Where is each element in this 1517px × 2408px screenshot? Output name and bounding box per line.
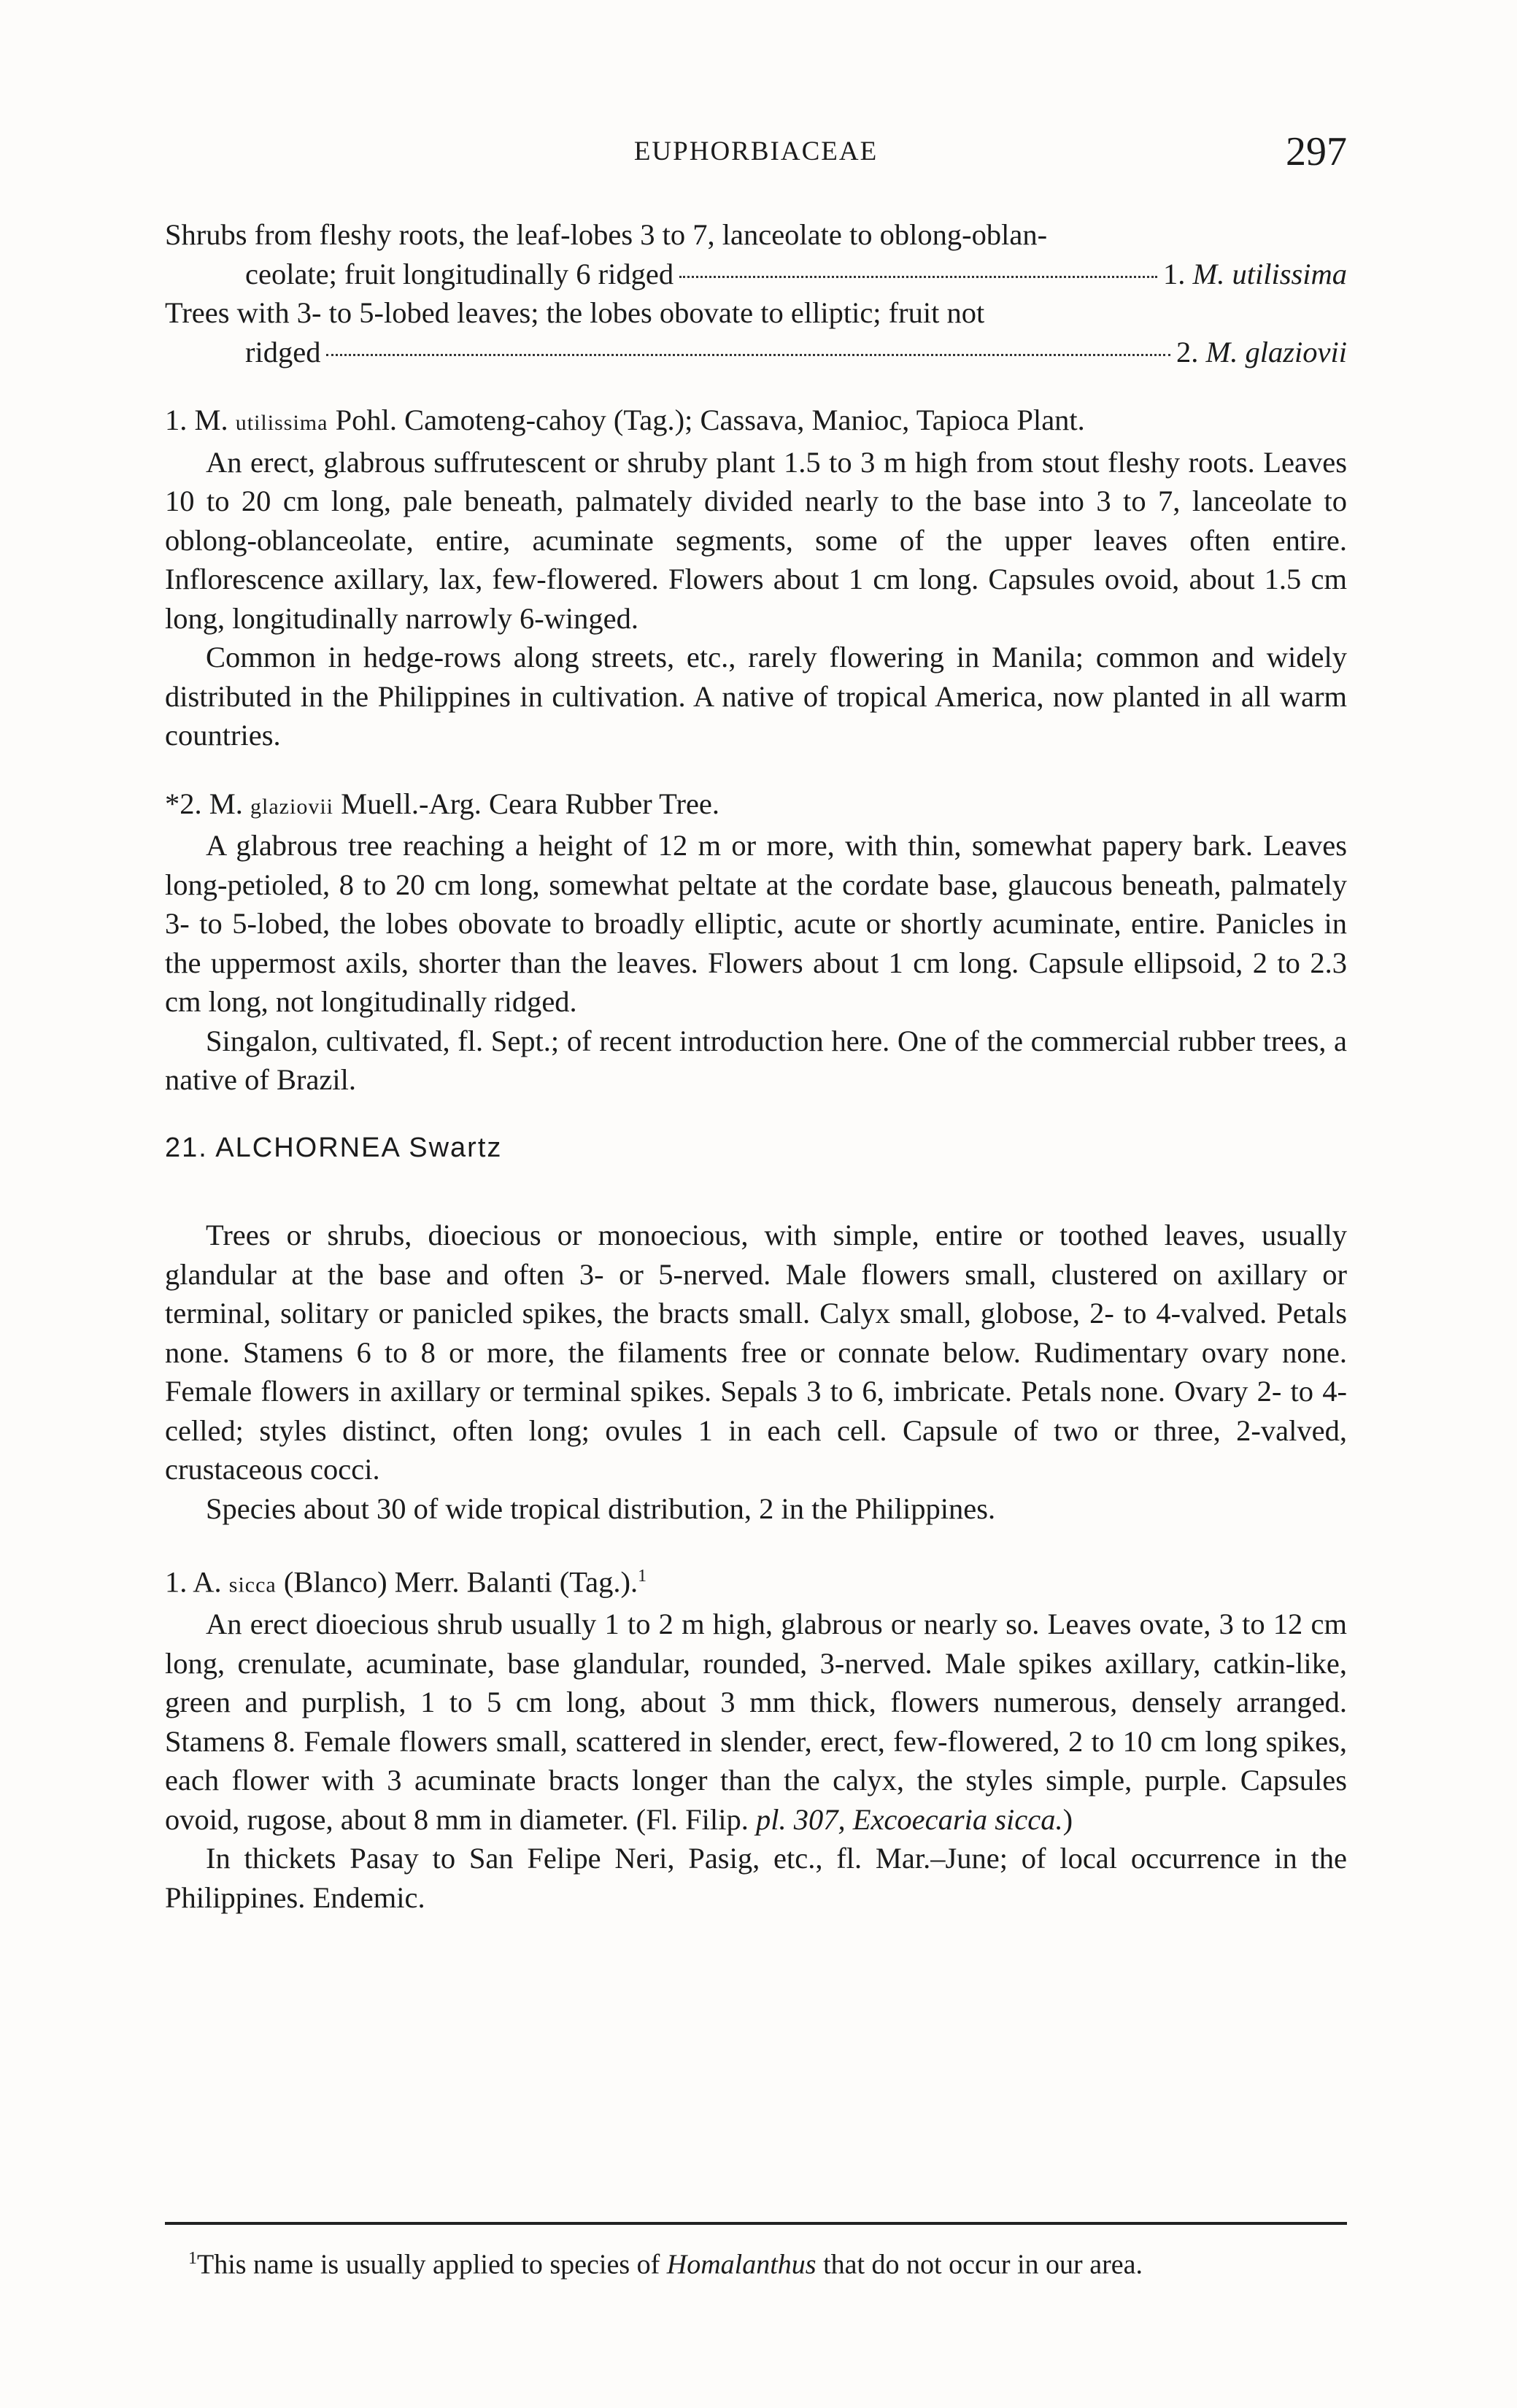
species-description: An erect, glabrous suffrutescent or shruby plant 1.5 to 3 m high from stout fleshy roots. Leaves 10 to 20 cm long, pale beneath, palmately divided nearly to the base into 3 to 7, lanceolate to oblong-oblanceolate, entire, acuminate segments, some of the upper leaves often entire. Inflorescence axillary, lax, few-flowered. Flowers about 1 cm long. Capsules ovoid, about 1.5 cm long, longitudinally narrowly 6-winged. — [165, 445, 1347, 635]
species-distribution: In thickets Pasay to San Felipe Neri, Pasig, etc., fl. Mar.–June; of local occurrence in the Philippines. Endemic. — [165, 1842, 1347, 1914]
key-lead-1a: Shrubs from fleshy roots, the leaf-lobes 3 to 7, lanceolate to oblong-oblan- — [165, 218, 1048, 251]
footnote-mark: 1 — [188, 2249, 197, 2268]
key-lead-1b-text: ceolate; fruit longitudinally 6 ridged — [245, 257, 674, 290]
species-author-common: (Blanco) Merr. Balanti (Tag.). — [283, 1565, 638, 1599]
species-heading — [165, 1557, 1347, 1605]
description-close: ) — [1062, 1802, 1073, 1836]
key-result-2-name: M. glaziovii — [1205, 335, 1347, 368]
key-result-2-num: 2. — [1176, 335, 1199, 368]
species-heading — [165, 784, 1347, 827]
key-lead-1b — [165, 255, 1347, 294]
species-distribution: Singalon, cultivated, fl. Sept.; of recent introduction here. One of the commercial rubber trees, a native of Brazil. — [165, 1024, 1347, 1096]
key-leader-dots — [326, 354, 1170, 356]
key-lead-2b-text: ridged — [245, 335, 321, 368]
species-entry-utilissima — [165, 401, 1347, 755]
species-description: A glabrous tree reaching a height of 12 m or more, with thin, somewhat papery bark. Leaves long-petioled, 8 to 20 cm long, somewhat peltate at the cordate base, glaucous beneath, palmately 3- to 5-lobed, the lobes obovate to broadly elliptic, acute or shortly acuminate, entire. Panicles in the uppermost axils, shorter than the leaves. Flowers about 1 cm long. Capsule ellipsoid, 2 to 2.3 cm long, not longitudinally ridged. — [165, 829, 1347, 1018]
footnote-text-after: that do not occur in our area. — [823, 2249, 1143, 2280]
species-heading — [165, 401, 1347, 443]
species-number: *2. M. — [165, 787, 243, 820]
species-author-common: Pohl. Camoteng-cahoy (Tag.); Cassava, Manioc, Tapioca Plant. — [335, 404, 1085, 436]
species-distribution: Common in hedge-rows along streets, etc., rarely flowering in Manila; common and widely distributed in the Philippines in cultivation. A native of tropical America, now planted in all warm countries. — [165, 641, 1347, 752]
main-text — [165, 215, 1347, 1917]
footnote-text — [165, 2240, 1347, 2283]
species-description-text: An erect dioecious shrub usually 1 to 2 m high, glabrous or nearly so. Leaves ovate, 3 to 12 cm long, crenulate, acuminate, base glandular, rounded, 3-nerved. Male spikes axillary, catkin-like, green and purplish, 1 to 5 cm long, about 3 mm thick, flowers numerous, densely arranged. Stamens 8. Female flowers small, scattered in slender, erect, few-flowered, 2 to 10 cm long spikes, each flower with 3 acuminate bracts longer than the calyx, the styles simple, purple. Capsules ovoid, rugose, about 8 mm in diameter. (Fl. Filip. — [165, 1608, 1347, 1836]
footnote-genus-name: Homalanthus — [666, 2249, 817, 2280]
footnote-reference[interactable]: 1 — [638, 1567, 647, 1586]
genus-heading: 21. ALCHORNEA Swartz — [165, 1132, 503, 1163]
page-header — [165, 129, 1347, 180]
species-description — [165, 1605, 1347, 1839]
key-leader-dots — [679, 276, 1157, 278]
species-epithet: utilissima — [235, 411, 328, 435]
key-result-1 — [1163, 255, 1347, 294]
key-lead-2a: Trees with 3- to 5-lobed leaves; the lobes obovate to elliptic; fruit not — [165, 296, 985, 329]
species-number: 1. M. — [165, 404, 228, 436]
species-author-common: Muell.-Arg. Ceara Rubber Tree. — [341, 787, 720, 820]
genus-species-count: Species about 30 of wide tropical distribution, 2 in the Philippines. — [206, 1492, 996, 1525]
footnote-rule — [165, 2222, 1347, 2225]
species-epithet: glaziovii — [250, 794, 333, 819]
running-head: EUPHORBIACEAE — [633, 136, 879, 166]
key-lead-2b — [165, 333, 1347, 372]
species-entry-glaziovii — [165, 784, 1347, 1100]
species-number: 1. A. — [165, 1565, 222, 1599]
footnote — [165, 2240, 1347, 2283]
genus-description: Trees or shrubs, dioecious or monoecious, with simple, entire or toothed leaves, usually glandular at the base and often 3- or 5-nerved. Male flowers small, clustered on axillary or terminal, solitary or panicled spikes, the bracts small. Calyx small, globose, 2- to 4-valved. Petals none. Stamens 6 to 8 or more, the filaments free or connate below. Rudimentary ovary none. Female flowers in axillary or terminal spikes. Sepals 3 to 6, imbricate. Petals none. Ovary 2- to 4-celled; styles distinct, often long; ovules 1 in each cell. Capsule of two or three, 2-valved, crustaceous cocci. — [165, 1219, 1347, 1486]
footnote-text-before: This name is usually applied to species of — [197, 2249, 660, 2280]
species-entry-sicca — [165, 1557, 1347, 1917]
species-key — [165, 215, 1347, 371]
key-result-1-name: M. utilissima — [1192, 257, 1347, 290]
species-epithet: sicca — [228, 1572, 277, 1597]
key-result-2 — [1176, 333, 1347, 372]
key-result-1-num: 1. — [1162, 257, 1186, 290]
genus-entry-alchornea — [165, 1216, 1347, 1528]
page-number: 297 — [1286, 129, 1347, 174]
plate-reference: pl. 307, Excoecaria sicca. — [755, 1802, 1063, 1836]
